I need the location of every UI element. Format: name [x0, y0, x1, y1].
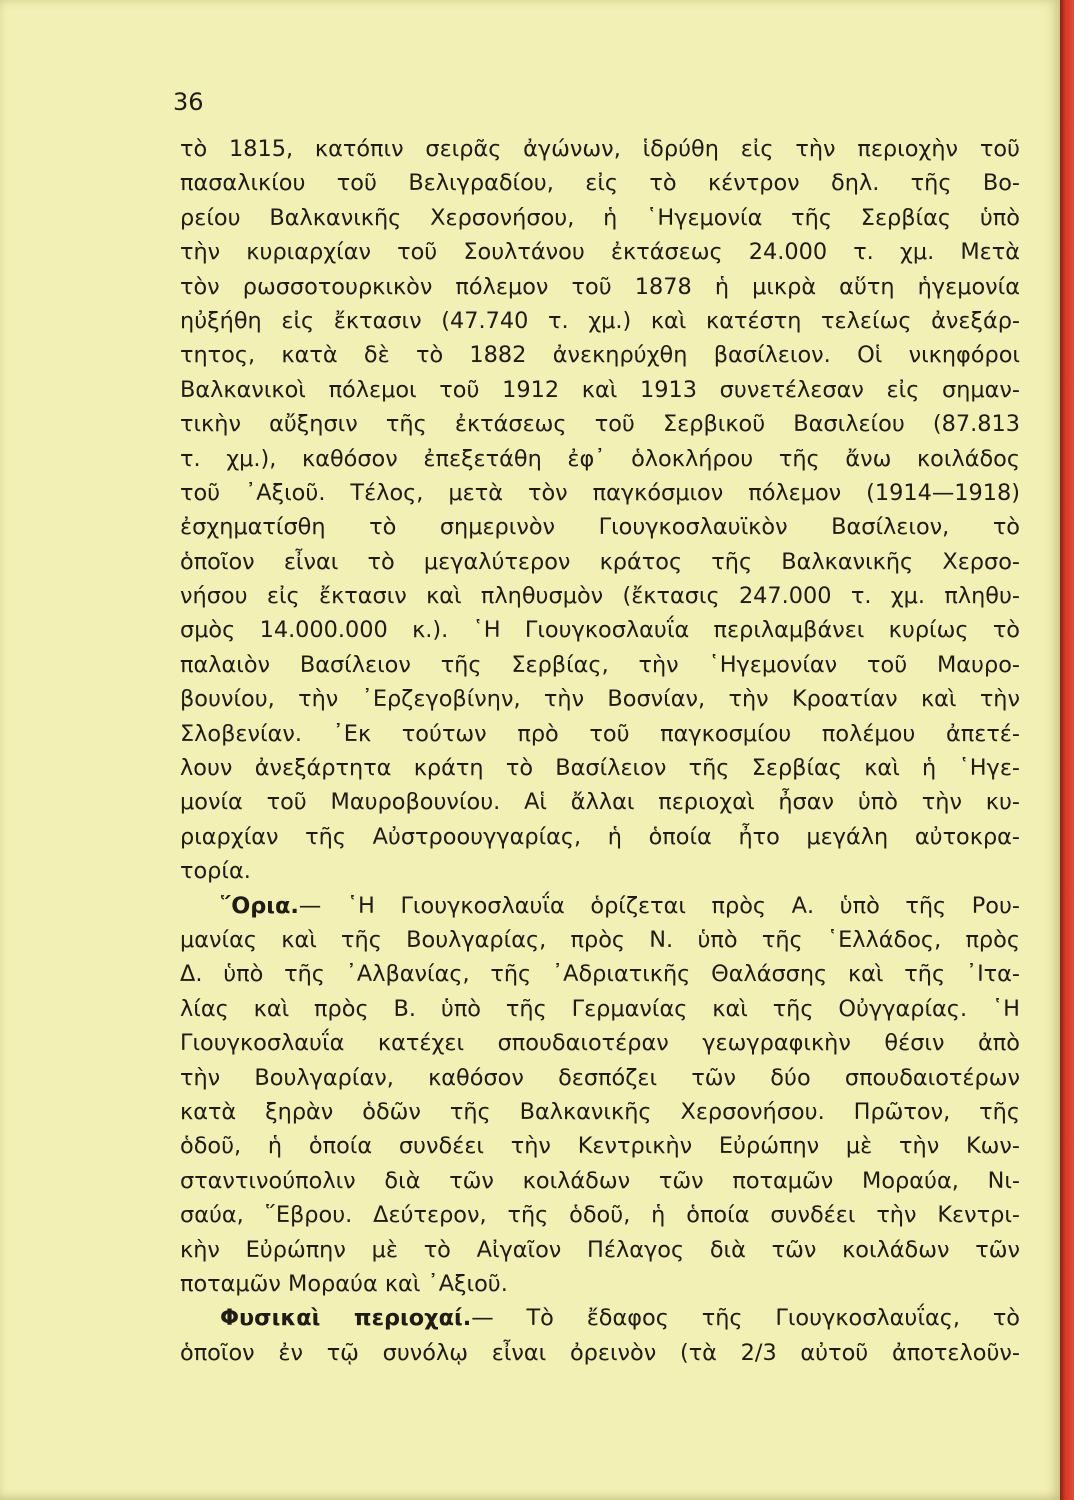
- text-line: τοῦ ᾽Αξιοῦ. Τέλος, μετὰ τὸν παγκόσμιον πόλεμον (1914—1918): [180, 479, 1020, 506]
- text-line: τὴν κυριαρχίαν τοῦ Σουλτάνου ἐκτάσεως 24.000 τ. χμ. Μετὰ: [180, 239, 1020, 266]
- text-line: σαύα, ῞Εβρου. Δεύτερον, τῆς ὁδοῦ, ἡ ὁποία συνδέει τὴν Κεντρι-: [180, 1202, 1020, 1229]
- text-line: κατὰ ξηρὰν ὁδῶν τῆς Βαλκανικῆς Χερσονήσου. Πρῶτον, τῆς: [180, 1098, 1020, 1125]
- text-line: Γιουγκοσλαυΐα κατέχει σπουδαιοτέραν γεωγραφικὴν θέσιν ἀπὸ: [180, 1030, 1020, 1057]
- text-line: μονία τοῦ Μαυροβουνίου. Αἱ ἄλλαι περιοχαὶ ἦσαν ὑπὸ τὴν κυ-: [180, 789, 1020, 816]
- page-number: 36: [173, 88, 204, 116]
- section-fysikai-intro: — Τὸ ἔδαφος τῆς Γιουγκοσλαυΐας, τὸ: [471, 1305, 1020, 1332]
- text-line: βουνίου, τὴν ᾽Ερζεγοβίνην, τὴν Βοσνίαν, τὴν Κροατίαν καὶ τὴν: [180, 686, 1020, 713]
- text-line: νήσου εἰς ἔκτασιν καὶ πληθυσμὸν (ἔκτασις 247.000 τ. χμ. πληθυ-: [180, 583, 1020, 610]
- section-fysikai-first-line: [180, 1301, 1020, 1335]
- text-line: παλαιὸν Βασίλειον τῆς Σερβίας, τὴν ῾Ηγεμονίαν τοῦ Μαυρο-: [180, 651, 1020, 678]
- text-line: τικὴν αὔξησιν τῆς ἐκτάσεως τοῦ Σερβικοῦ Βασιλείου (87.813: [180, 411, 1020, 438]
- page-text: [180, 132, 1020, 1370]
- text-line: ὁδοῦ, ἡ ὁποία συνδέει τὴν Κεντρικὴν Εὐρώπην μὲ τὴν Κων-: [180, 1133, 1020, 1160]
- text-line: ριαρχίαν τῆς Αὐστροουγγαρίας, ἡ ὁποία ἦτο μεγάλη αὐτοκρα-: [180, 823, 1020, 850]
- section-oria-first-line: [180, 889, 1020, 923]
- text-line: τορία.: [180, 858, 251, 885]
- text-line: κὴν Εὐρώπην μὲ τὸ Αἰγαῖον Πέλαγος διὰ τῶν κοιλάδων τῶν: [180, 1236, 1020, 1263]
- text-line: τὸ 1815, κατόπιν σειρᾶς ἀγώνων, ἱδρύθη εἰς τὴν περιοχὴν τοῦ: [180, 136, 1020, 162]
- text-line: τὴν Βουλγαρίαν, καθόσον δεσπόζει τῶν δύο σπουδαιοτέρων: [180, 1064, 1020, 1091]
- section-heading-fysikai: Φυσικαὶ περιοχαί.: [220, 1305, 472, 1332]
- text-line: Δ. ὑπὸ τῆς ᾽Αλβανίας, τῆς ᾽Αδριατικῆς Θαλάσσης καὶ τῆς ᾽Ιτα-: [180, 961, 1020, 988]
- text-line: ρείου Βαλκανικῆς Χερσονήσου, ἡ ῾Ηγεμονία τῆς Σερβίας ὑπὸ: [180, 204, 1020, 231]
- text-line: σμὸς 14.000.000 κ.). ῾Η Γιουγκοσλαυΐα περιλαμβάνει κυρίως τὸ: [180, 617, 1020, 644]
- text-line: Σλοβενίαν. ᾽Εκ τούτων πρὸ τοῦ παγκοσμίου πολέμου ἀπετέ-: [180, 720, 1020, 747]
- text-line: λουν ἀνεξάρτητα κράτη τὸ Βασίλειον τῆς Σερβίας καὶ ἡ ῾Ηγε-: [180, 755, 1020, 782]
- section-heading-oria: ῞Ορια.: [220, 892, 299, 919]
- text-line: ὁποῖον εἶναι τὸ μεγαλύτερον κράτος τῆς Βαλκανικῆς Χερσο-: [180, 548, 1020, 575]
- text-line: λίας καὶ πρὸς Β. ὑπὸ τῆς Γερμανίας καὶ τῆς Οὐγγαρίας. ῾Η: [180, 995, 1020, 1022]
- text-line: σταντινούπολιν διὰ τῶν κοιλάδων τῶν ποταμῶν Μοραύα, Νι-: [180, 1167, 1020, 1194]
- text-line: ἐσχηματίσθη τὸ σημερινὸν Γιουγκοσλαυϊκὸν Βασίλειον, τὸ: [180, 514, 1020, 541]
- text-line: ποταμῶν Μοραύα καὶ ᾽Αξιοῦ.: [180, 1270, 508, 1297]
- text-line: μανίας καὶ τῆς Βουλγαρίας, πρὸς Ν. ὑπὸ τῆς ῾Ελλάδος, πρὸς: [180, 926, 1020, 953]
- text-line: πασαλικίου τοῦ Βελιγραδίου, εἰς τὸ κέντρον δηλ. τῆς Βο-: [180, 170, 1020, 197]
- section-oria-intro: — ῾Η Γιουγκοσλαυΐα ὁρίζεται πρὸς Α. ὑπὸ τῆς Ρου-: [298, 892, 1020, 919]
- text-line: τητος, κατὰ δὲ τὸ 1882 ἀνεκηρύχθη βασίλειον. Οἱ νικηφόροι: [180, 342, 1020, 369]
- text-line: τ. χμ.), καθόσον ἐπεξετάθη ἐφ᾽ ὁλοκλήρου τῆς ἄνω κοιλάδος: [180, 445, 1020, 472]
- page-edge: [1060, 0, 1074, 1500]
- text-line: ηὐξήθη εἰς ἔκτασιν (47.740 τ. χμ.) καὶ κατέστη τελείως ἀνεξάρ-: [180, 307, 1020, 334]
- text-line: τὸν ρωσσοτουρκικὸν πόλεμον τοῦ 1878 ἡ μικρὰ αὕτη ἡγεμονία: [180, 273, 1020, 300]
- text-line: ὁποῖον ἐν τῷ συνόλῳ εἶναι ὀρεινὸν (τὰ 2/3 αὐτοῦ ἀποτελοῦν-: [180, 1339, 1020, 1366]
- text-line: Βαλκανικοὶ πόλεμοι τοῦ 1912 καὶ 1913 συνετέλεσαν εἰς σημαν-: [180, 376, 1020, 403]
